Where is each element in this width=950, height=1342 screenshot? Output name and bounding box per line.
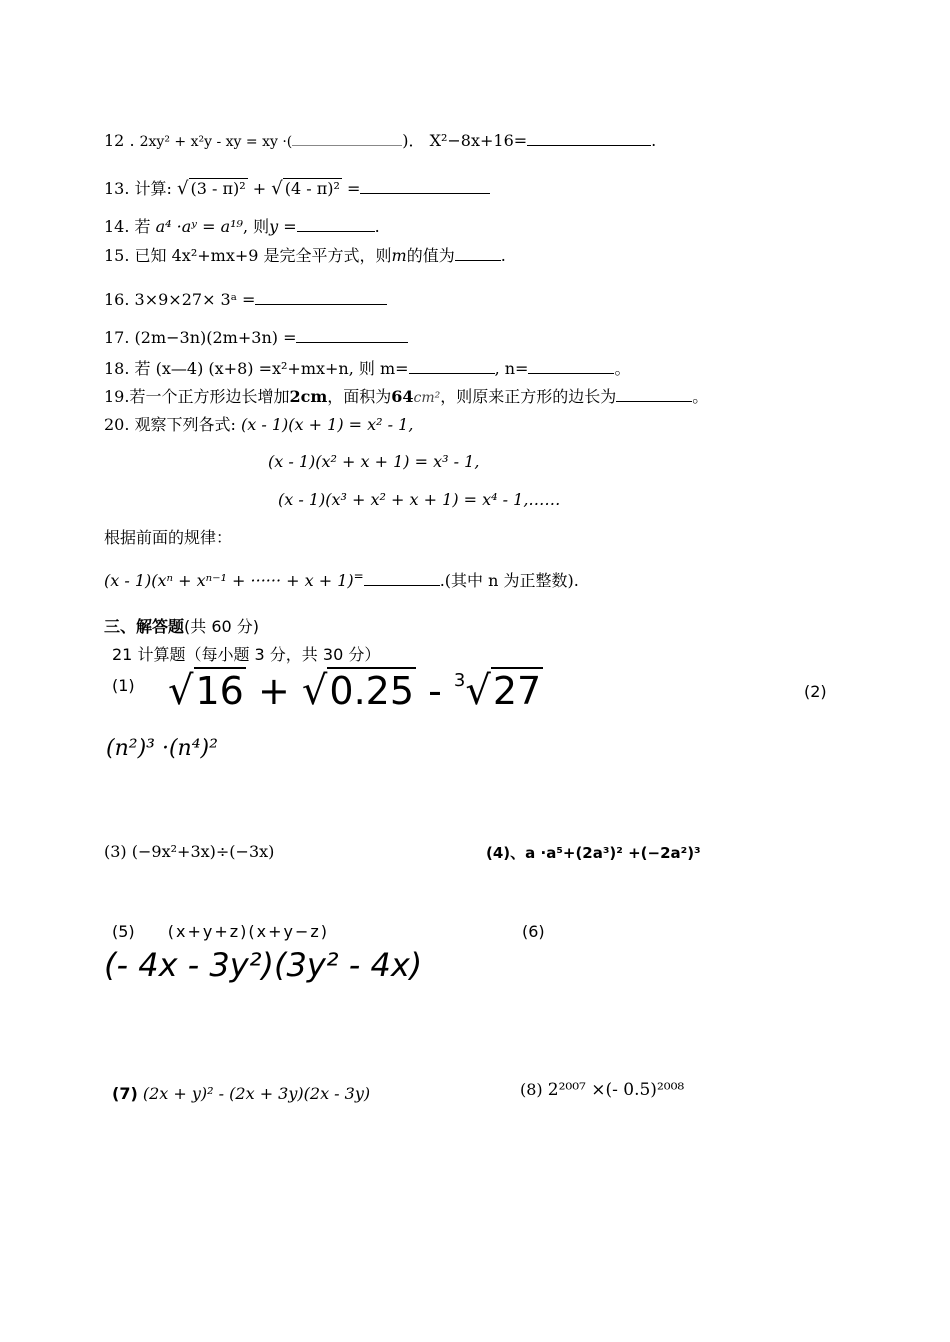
question-19 — [104, 384, 708, 407]
p5-big-expression: (- 4x - 3y²)(3y² - 4x) — [104, 946, 423, 984]
q13-blank[interactable] — [360, 179, 490, 194]
q15-m: m — [391, 246, 407, 265]
p3-label: (3) — [104, 842, 127, 861]
p6-label: (6) — [522, 922, 545, 941]
p3 — [104, 842, 274, 861]
p1-plus: + — [257, 669, 290, 713]
q13-number: 13. 计算: — [104, 179, 172, 198]
p5-expression: (x+y+z)(x+y−z) — [167, 922, 330, 941]
question-20-eq2 — [268, 452, 479, 471]
q20-equals: = — [353, 569, 364, 583]
q16-text: 16. 3×9×27× 3ᵃ = — [104, 290, 256, 309]
q14-number: 14. 若 — [104, 217, 151, 236]
q14-y: y = — [269, 217, 297, 236]
question-17 — [104, 328, 408, 347]
p7-label: (7) — [112, 1084, 138, 1103]
q20-equation-4: (x - 1)(xⁿ + xⁿ⁻¹ + ······ + x + 1) — [104, 571, 354, 590]
question-14 — [104, 214, 380, 237]
q19-blank[interactable] — [616, 387, 692, 402]
q20-equation-1: (x - 1)(x + 1) = x² - 1, — [241, 415, 414, 434]
question-18 — [104, 356, 630, 379]
p1-minus: - — [428, 669, 442, 713]
q20-intro: 20. 观察下列各式: — [104, 415, 236, 434]
p1-radical-b: 0.25 — [329, 669, 414, 713]
q12-blank-2[interactable] — [527, 131, 651, 146]
q12-close: )． — [402, 131, 425, 150]
p8-expression: 2²⁰⁰⁷ ×(- 0.5)²⁰⁰⁸ — [547, 1080, 685, 1100]
p4 — [486, 842, 701, 863]
p5 — [112, 922, 329, 941]
q17-blank[interactable] — [296, 328, 408, 343]
q19-bold-1: 2cm — [289, 387, 328, 406]
q12-expression: 2xy² + x²y - xy = xy ·( — [139, 134, 293, 150]
q13-radical-2: (4 - π)² — [284, 179, 340, 198]
q16-blank[interactable] — [255, 290, 387, 305]
q12-number: 12 . — [104, 131, 135, 150]
q18-text: 18. 若 (x—4) (x+8) =x²+mx+n, 则 m= — [104, 359, 409, 378]
question-20-eq4 — [104, 568, 579, 591]
q12-expression-2: X²−8x+16= — [429, 131, 528, 150]
p3-expression: (−9x²+3x)÷(−3x) — [131, 842, 275, 861]
question-12 — [104, 128, 656, 151]
p8 — [520, 1080, 684, 1100]
q19-bold-2: 64 — [391, 387, 414, 406]
p5-label: (5) — [112, 922, 135, 941]
q20-equation-3: (x - 1)(x³ + x² + x + 1) = x⁴ - 1,…… — [278, 490, 561, 509]
q19-end: 。 — [692, 387, 709, 406]
question-20-rule — [104, 525, 232, 548]
section-3-title: 三、解答题 — [104, 617, 185, 636]
q21-title: 21 计算题（每小题 3 分，共 30 分） — [112, 645, 381, 664]
p8-label: (8) — [520, 1080, 543, 1099]
p1-radical-a: 16 — [195, 669, 244, 713]
q15-end: . — [500, 246, 506, 265]
p7 — [112, 1084, 370, 1103]
q14-then: , 则 — [242, 217, 270, 236]
q15-text: 15. 已知 4x²+mx+9 是完全平方式，则 — [104, 246, 392, 265]
q20-blank[interactable] — [364, 571, 440, 586]
q19-text-1: 19.若一个正方形边长增加 — [104, 387, 290, 406]
q13-equals: = — [347, 179, 361, 198]
q15-text-2: 的值为 — [406, 246, 455, 265]
question-20-eq3 — [278, 490, 560, 509]
q18-end: 。 — [614, 359, 631, 378]
p1-radical-c: 27 — [492, 669, 542, 713]
p4-expression: (4)、a ·a⁵+(2a³)² +(−2a²)³ — [486, 844, 701, 862]
question-15 — [104, 243, 506, 266]
q18-blank-m[interactable] — [409, 359, 495, 374]
q18-blank-n[interactable] — [528, 359, 614, 374]
q13-radical-1: (3 - π)² — [190, 179, 246, 198]
q20-equation-2: (x - 1)(x² + x + 1) = x³ - 1, — [268, 452, 480, 471]
p6 — [522, 922, 545, 941]
q14-end: . — [374, 217, 380, 236]
p2-label: (2) — [804, 682, 827, 701]
p1-expression: √16 + √0.25 - $^3$√27 — [168, 668, 542, 714]
p1-root-index: 3 — [453, 670, 466, 691]
p2-expression: (n²)³ ·(n⁴)² — [106, 736, 218, 761]
q14-expression: a⁴ ·aʸ = a¹⁹ — [155, 217, 243, 236]
question-21-title — [112, 642, 380, 665]
q18-mid: , n= — [494, 359, 529, 378]
q20-tail: .(其中 n 为正整数). — [439, 571, 579, 590]
q17-text: 17. (2m−3n)(2m+3n) = — [104, 328, 297, 347]
q12-blank-1[interactable] — [292, 131, 402, 146]
q12-end: . — [651, 131, 657, 150]
question-16 — [104, 290, 387, 309]
p1-label: (1) — [112, 676, 135, 695]
section-3-heading — [104, 614, 259, 637]
q13-plus: + — [252, 179, 267, 198]
q20-rule: 根据前面的规律： — [104, 528, 233, 547]
question-20-intro — [104, 412, 413, 435]
q19-text-3: ，则原来正方形的边长为 — [440, 387, 617, 406]
q14-blank[interactable] — [297, 217, 375, 232]
q19-text-2: ，面积为 — [327, 387, 392, 406]
question-13: 13. 计算: √ (3 - π)² + √ (4 - π)² = — [104, 176, 490, 199]
q19-unit: cm² — [413, 390, 441, 406]
p7-expression: (2x + y)² - (2x + 3y)(2x - 3y) — [142, 1084, 371, 1103]
q15-blank[interactable] — [455, 246, 501, 261]
section-3-score: (共 60 分) — [184, 617, 260, 636]
